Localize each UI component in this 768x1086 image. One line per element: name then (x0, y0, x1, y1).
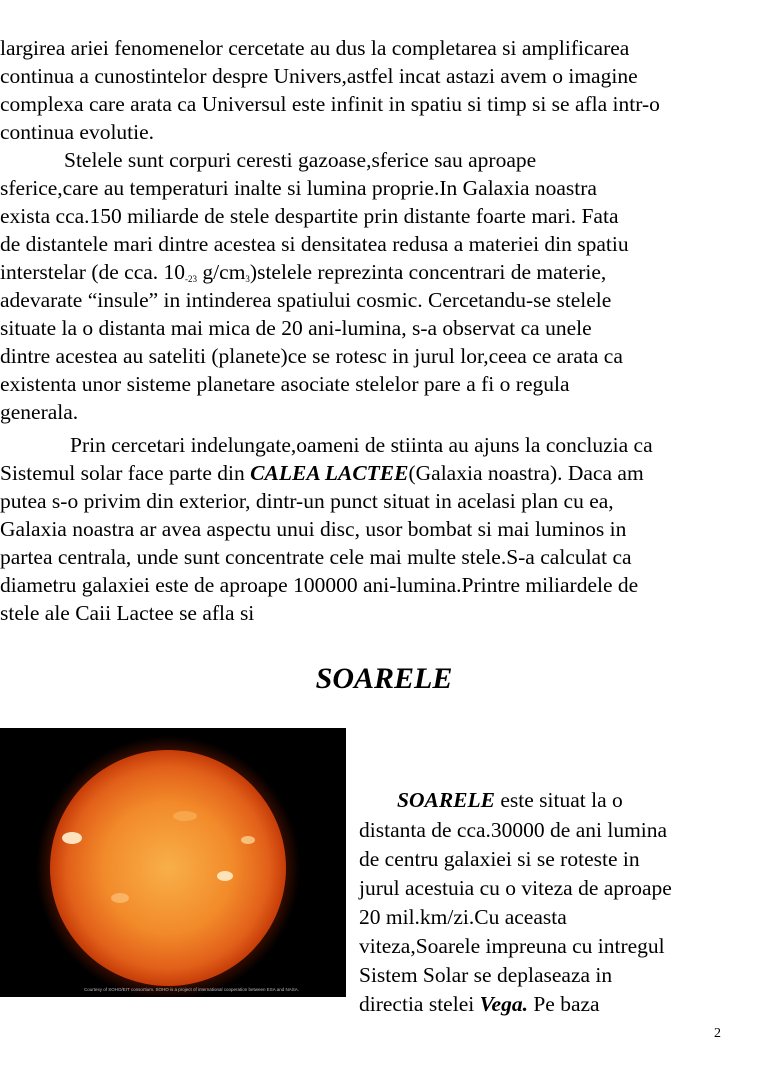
text-line: adevarate “insule” in intinderea spatiului cosmic. Cercetandu-se stelele (0, 288, 612, 312)
star-name: Vega. (479, 992, 528, 1016)
text-line (359, 990, 600, 1018)
text-line: complexa care arata ca Universul este infinit in spatiu si timp si se afla intr-o (0, 92, 660, 116)
image-credit: Courtesy of SOHO/EIT consortium. SOHO is a project of international cooperation between ESA and NASA. (84, 987, 300, 992)
text-line: sferice,care au temperaturi inalte si lumina proprie.In Galaxia noastra (0, 176, 597, 200)
text-line: de distantele mari dintre acestea si densitatea redusa a materiei din spatiu (0, 232, 629, 256)
text-line: 20 mil.km/zi.Cu aceasta (359, 905, 567, 929)
text-line: diametru galaxiei este de aproape 100000 ani-lumina.Printre miliardele de (0, 573, 639, 597)
text-line: Stelele sunt corpuri ceresti gazoase,sferice sau aproape (64, 148, 537, 172)
text-line: putea s-o privim din exterior, dintr-un punct situat in acelasi plan cu ea, (0, 489, 614, 513)
sun-illustration (0, 728, 346, 997)
text-line: largirea ariei fenomenelor cercetate au dus la completarea si amplificarea (0, 36, 630, 60)
exponent: 3 (245, 274, 250, 284)
text-fragment: )stelele reprezinta concentrari de materie, (249, 260, 607, 284)
text-line: continua a cunostintelor despre Univers,astfel incat astazi avem o imagine (0, 64, 638, 88)
text-fragment: Sistemul solar face parte din (0, 461, 251, 485)
text-line: Sistem Solar se deplaseaza in (359, 963, 613, 987)
text-fragment: interstelar (de cca. 10 (0, 260, 186, 284)
text-line: Prin cercetari indelungate,oameni de stiinta au ajuns la concluzia ca (70, 433, 653, 457)
text-line: viteza,Soarele impreuna cu intregul (359, 934, 665, 958)
text-line: continua evolutie. (0, 120, 155, 144)
section-title: SOAREL​E (315, 662, 453, 695)
galaxy-name: CALEA LACTEE (250, 461, 409, 485)
text-line: partea centrala, unde sunt concentrate cele mai multe stele.S-a calculat ca (0, 545, 632, 569)
text-line: jurul acestuia cu o viteza de aproape (359, 876, 672, 900)
text-line (397, 786, 623, 814)
text-fragment: g/cm (197, 260, 246, 284)
text-fragment: Pe baza (527, 992, 600, 1016)
text-line: dintre acestea au sateliti (planete)ce se rotesc in jurul lor,ceea ce arata ca (0, 344, 623, 368)
text-line: existenta unor sisteme planetare asociate stelelor pare a fi o regula (0, 372, 570, 396)
text-fragment: directia stelei (359, 992, 480, 1016)
text-line: de centru galaxiei si se roteste in (359, 847, 640, 871)
text-line: Galaxia noastra ar avea aspectu unui disc, usor bombat si mai luminos in (0, 517, 627, 541)
sun-image (0, 728, 346, 997)
sun-name: SOARELE (397, 788, 495, 812)
text-fragment: este situat la o (494, 788, 623, 812)
page-number: 2 (714, 1026, 721, 1041)
exponent: -23 (185, 274, 198, 284)
text-line: distanta de cca.30000 de ani lumina (359, 818, 668, 842)
text-line (0, 459, 644, 487)
text-fragment: (Galaxia noastra). Daca am (408, 461, 644, 485)
text-line: stele ale Caii Lactee se afla si (0, 601, 255, 625)
text-line: generala. (0, 400, 79, 424)
text-line: exista cca.150 miliarde de stele despartite prin distante foarte mari. Fata (0, 204, 619, 228)
text-line: situate la o distanta mai mica de 20 ani-lumina, s-a observat ca unele (0, 316, 592, 340)
